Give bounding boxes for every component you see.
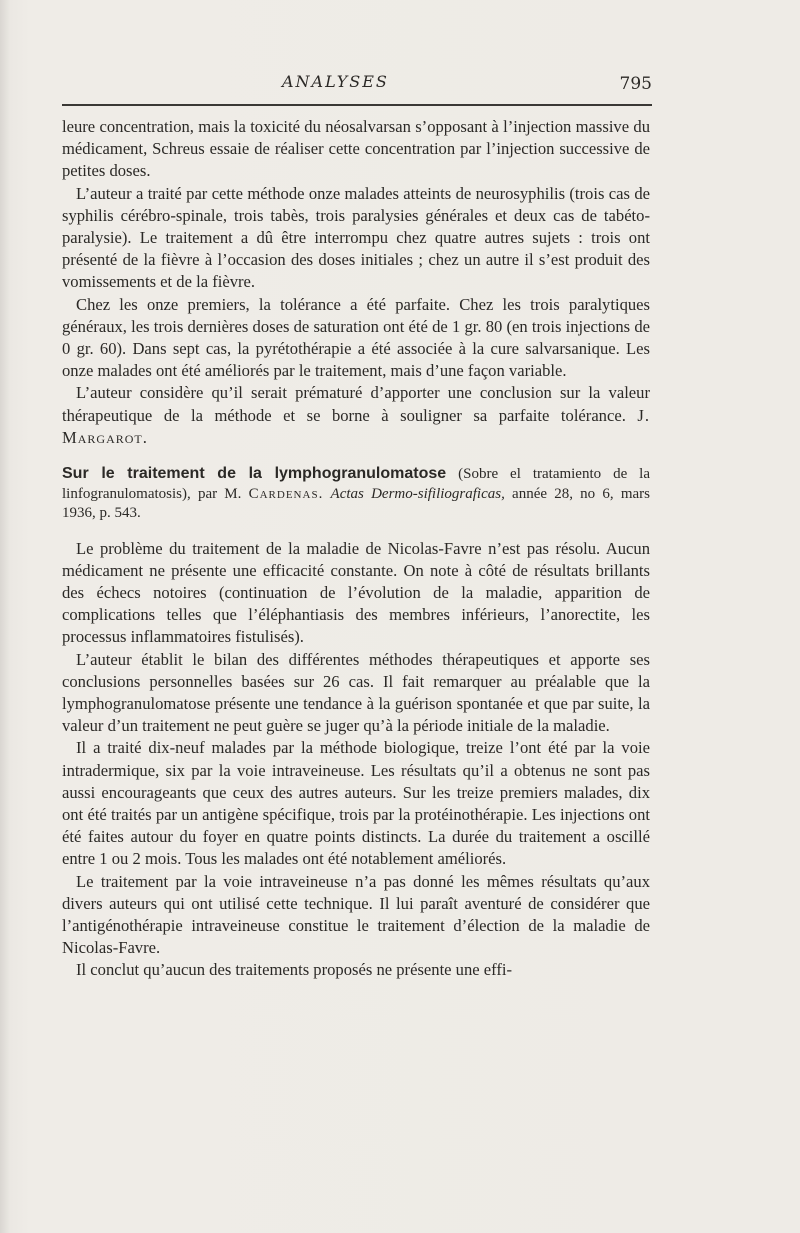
entry-title: Sur le traitement de la lymphogranulomatose <box>62 465 447 483</box>
entry-original-title: (Sobre el tratamiento de la linfogranulomatosis), par M. <box>62 466 651 502</box>
closing-paragraph <box>62 382 650 449</box>
paragraph: Chez les onze premiers, la tolérance a été parfaite. Chez les trois paralytiques généraux, les trois dernières doses de saturation ont été de 1 gr. 80 (en trois injections de 0 gr. 60). Dans sept cas, la pyrétothérapie a été associée à la cure salvarsanique. Les onze malades ont été améliorés par le traitement, mais d’une façon variable. <box>62 294 650 381</box>
review-text <box>62 538 650 982</box>
page-number: 795 <box>619 74 652 94</box>
running-title: ANALYSES <box>282 72 389 91</box>
header-rule <box>62 104 652 106</box>
paragraph: Il conclut qu’aucun des traitements proposés ne présente une effi- <box>76 960 513 980</box>
closing-text: L’auteur considère qu’il serait prématuré d’apporter une conclusion sur la valeur thérapeutique de la méthode et se borne à souligner sa parfaite tolérance. <box>62 383 650 425</box>
reviewer-signature: J. Margarot. <box>62 405 650 447</box>
entry-details: année 28, no 6, mars 1936, p. 543. <box>62 485 651 522</box>
page-body <box>62 116 650 982</box>
entry-journal: Actas Dermo-sifiliograficas, <box>330 485 505 502</box>
paragraph: leure concentration, mais la toxicité du néosalvarsan s’opposant à l’injection massive du médicament, Schreus essaie de réaliser cette concentration par l’injection successive de petites doses. <box>62 117 650 181</box>
paragraph: Le problème du traitement de la maladie de Nicolas-Favre n’est pas résolu. Aucun médicament ne présente une efficacité constante. On note à côté de résultats brillants des échecs notoires (continuation de l’évolution de la maladie, apparition de complications telles que l’éléphantiasis des membres inférieurs, l’anorectite, les processus inflammatoires fistulisés). <box>62 538 650 647</box>
bibliographic-entry <box>62 464 650 524</box>
paragraph: L’auteur a traité par cette méthode onze malades atteints de neurosyphilis (trois cas de syphilis cérébro-spinale, trois tabès, trois paralysies générales et deux cas de tabéto-paralysie). Le traitement a dû être interrompu chez quatre autres sujets : trois ont présenté de la fièvre à l’occasion des doses initiales ; chez un autre il s’est produit des vomissements et de la fièvre. <box>62 183 650 292</box>
paragraph: Le traitement par la voie intraveineuse n’a pas donné les mêmes résultats qu’aux divers auteurs qui ont utilisé cette technique. Il lui paraît aventuré de considérer que l’antigénothérapie intraveineuse constitue le traitement d’élection de la maladie de Nicolas-Favre. <box>62 871 650 958</box>
paragraph: Il a traité dix-neuf malades par la méthode biologique, treize l’ont été par la voie intradermique, six par la voie intraveineuse. Les résultats qu’il a obtenus ne sont pas aussi encourageants que ceux des autres auteurs. Sur les treize premiers malades, dix ont été traités par un antigène spécifique, trois par la protéinothérapie. Les injections ont été faites autour du foyer en quatre points distincts. La durée du traitement a oscillé entre 1 ou 2 mois. Tous les malades ont été notablement améliorés. <box>62 738 650 869</box>
entry-author: Cardenas. <box>248 485 324 502</box>
page-header <box>62 68 652 96</box>
paragraph: L’auteur établit le bilan des différentes méthodes thérapeutiques et apporte ses conclusions personnelles basées sur 26 cas. Il fait remarquer au préalable que la lymphogranulomatose présente une tendance à la guérison spontanée et que par suite, la valeur d’un traitement ne peut guère se juger qu’à la période initiale de la maladie. <box>62 649 650 736</box>
